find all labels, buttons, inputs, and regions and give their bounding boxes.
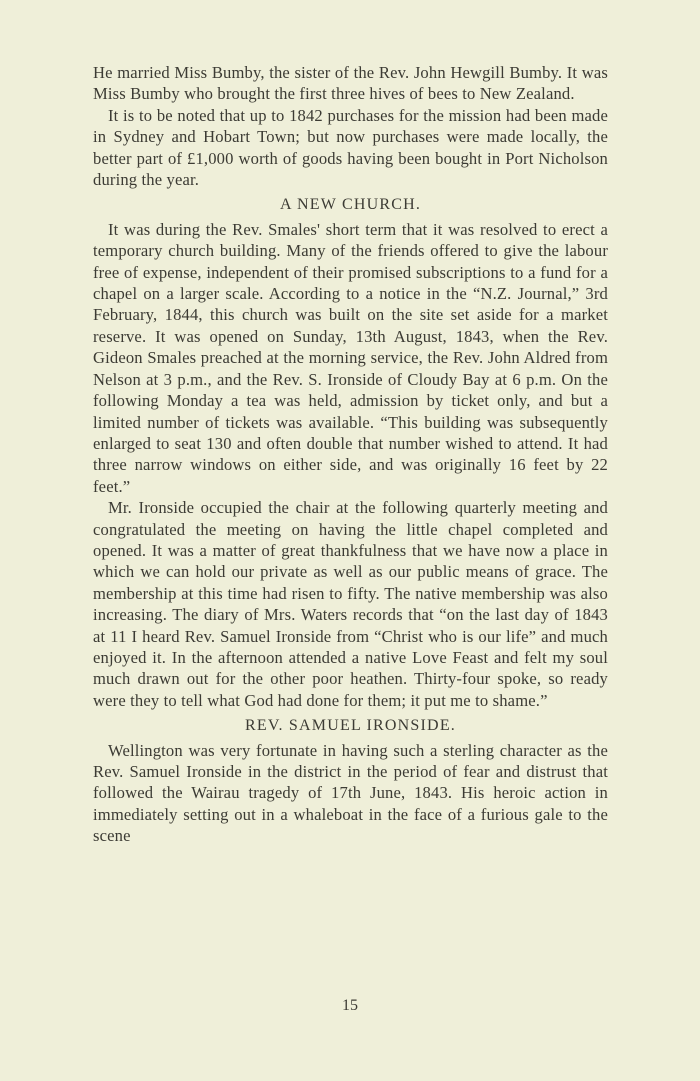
body-text (93, 62, 608, 847)
paragraph-quarterly-meeting: Mr. Ironside occupied the chair at the following quarterly meeting and congratulated the meeting on having the little chapel completed and opened. It was a matter of great thankfulness that we have now a place in which we can hold our private as well as our public means of grace. The membership at this time had risen to fifty. The native membership was also increasing. The diary of Mrs. Waters records that “on the last day of 1843 at 11 I heard Rev. Samuel Ironside from “Christ who is our life” and much enjoyed it. In the afternoon attended a native Love Feast and felt my soul much drawn out for the other poor heathen. Thirty-four spoke, so ready were they to tell what God had done for them; it put me to shame.” (93, 498, 608, 710)
heading-new-church: A NEW CHURCH. (279, 196, 422, 214)
paragraph-wellington: Wellington was very fortunate in having such a sterling character as the Rev. Samuel Ironside in the district in the period of fear and distrust that followed the Wairau tragedy of 17th June, 1843. His heroic action in immediately setting out in a whaleboat in the face of a furious gale to the scene (93, 740, 608, 846)
paragraph-church-built: It was during the Rev. Smales' short term that it was resolved to erect a temporary church building. Many of the friends offered to give the labour free of expense, independent of their promised subscriptions to a fund for a chapel on a larger scale. According to a notice in the “N.Z. Journal,” 3rd February, 1844, this church was built on the site set aside for a market reserve. It was opened on Sunday, 13th August, 1843, when the Rev. Gideon Smales preached at the morning service, the Rev. John Aldred from Nelson at 3 p.m., and the Rev. S. Ironside of Cloudy Bay at 6 p.m. On the following Monday a tea was held, admission by ticket only, and but a limited number of tickets was available. “This building was subsequently enlarged to seat 130 and often double that number wished to attend. It had three narrow windows on either side, and was originally 16 feet by 22 feet.” (93, 219, 608, 496)
heading-ironside: REV. SAMUEL IRONSIDE. (245, 717, 456, 735)
paragraph-purchases: It is to be noted that up to 1842 purchases for the mission had been made in Sydney and Hobart Town; but now purchases were made locally, the better part of £1,000 worth of goods having been bought in Port Nicholson during the year. (93, 105, 608, 190)
paragraph-bumby: He married Miss Bumby, the sister of the Rev. John Hewgill Bumby. It was Miss Bumby who brought the first three hives of bees to New Zealand. (93, 63, 608, 104)
page-number: 15 (342, 997, 358, 1014)
